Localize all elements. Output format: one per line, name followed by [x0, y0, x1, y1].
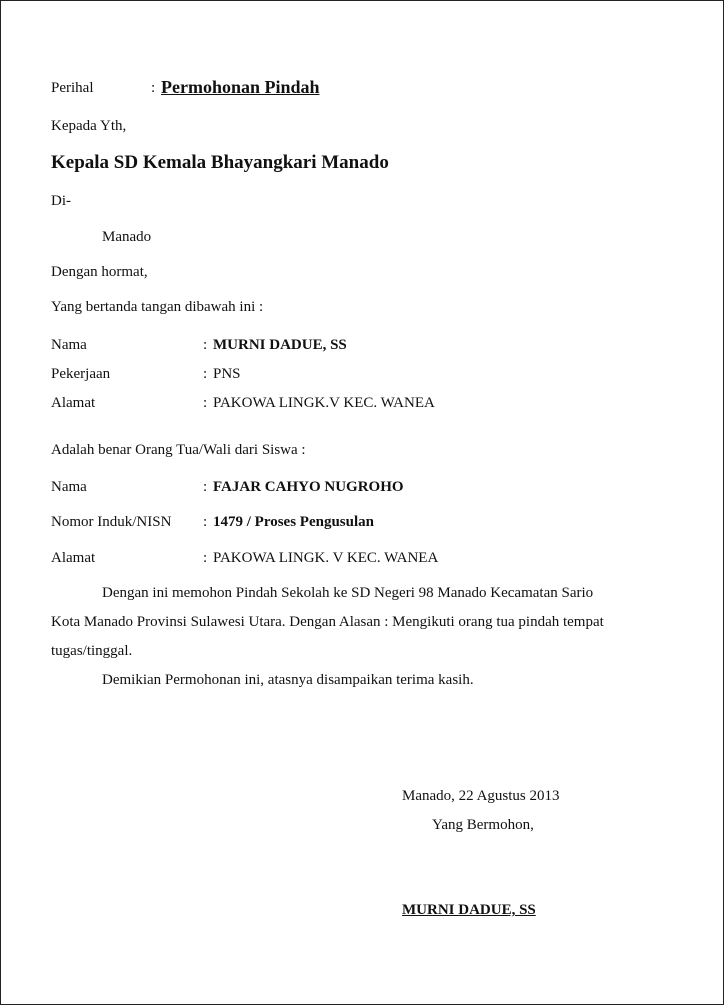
body-line-2: Kota Manado Provinsi Sulawesi Utara. Dengan Alasan : Mengikuti orang tua pindah tempat [51, 614, 604, 630]
signature-name: MURNI DADUE, SS [402, 902, 536, 918]
parent-name-label: Nama [51, 337, 87, 353]
parent-address-label: Alamat [51, 395, 96, 411]
salutation: Dengan hormat, [51, 264, 148, 280]
closing-text: Demikian Permohonan ini, atasnya disampaikan terima kasih. [102, 672, 474, 688]
subject-label: Perihal [51, 80, 94, 96]
parent-job-value: PNS [213, 366, 241, 382]
student-name-value: FAJAR CAHYO NUGROHO [213, 479, 404, 495]
student-nisn-label: Nomor Induk/NISN [51, 514, 172, 530]
signature-role: Yang Bermohon, [432, 817, 534, 833]
student-address-label: Alamat [51, 550, 96, 566]
student-address-value: PAKOWA LINGK. V KEC. WANEA [213, 550, 439, 566]
parent-address-value: PAKOWA LINGK.V KEC. WANEA [213, 395, 435, 411]
student-nisn-colon: : [203, 514, 208, 530]
student-address-colon: : [203, 550, 208, 566]
recipient-name: Kepala SD Kemala Bhayangkari Manado [51, 152, 389, 173]
intro-text: Yang bertanda tangan dibawah ini : [51, 299, 264, 315]
body-line-1: Dengan ini memohon Pindah Sekolah ke SD Negeri 98 Manado Kecamatan Sario [102, 585, 594, 601]
student-intro: Adalah benar Orang Tua/Wali dari Siswa : [51, 442, 306, 458]
recipient-di: Di- [51, 193, 71, 209]
parent-name-colon: : [203, 337, 208, 353]
body-line-3: tugas/tinggal. [51, 643, 133, 659]
parent-job-colon: : [203, 366, 208, 382]
parent-name-value: MURNI DADUE, SS [213, 337, 347, 353]
student-nisn-value: 1479 / Proses Pengusulan [213, 514, 374, 530]
signature-place-date: Manado, 22 Agustus 2013 [402, 788, 560, 804]
parent-address-colon: : [203, 395, 208, 411]
parent-job-label: Pekerjaan [51, 366, 111, 382]
student-name-colon: : [203, 479, 208, 495]
student-name-label: Nama [51, 479, 87, 495]
recipient-city: Manado [102, 229, 152, 245]
recipient-greeting: Kepada Yth, [51, 118, 127, 134]
subject-colon: : [151, 80, 156, 96]
subject-value: Permohonan Pindah [161, 77, 320, 97]
body-paragraph [51, 579, 681, 666]
